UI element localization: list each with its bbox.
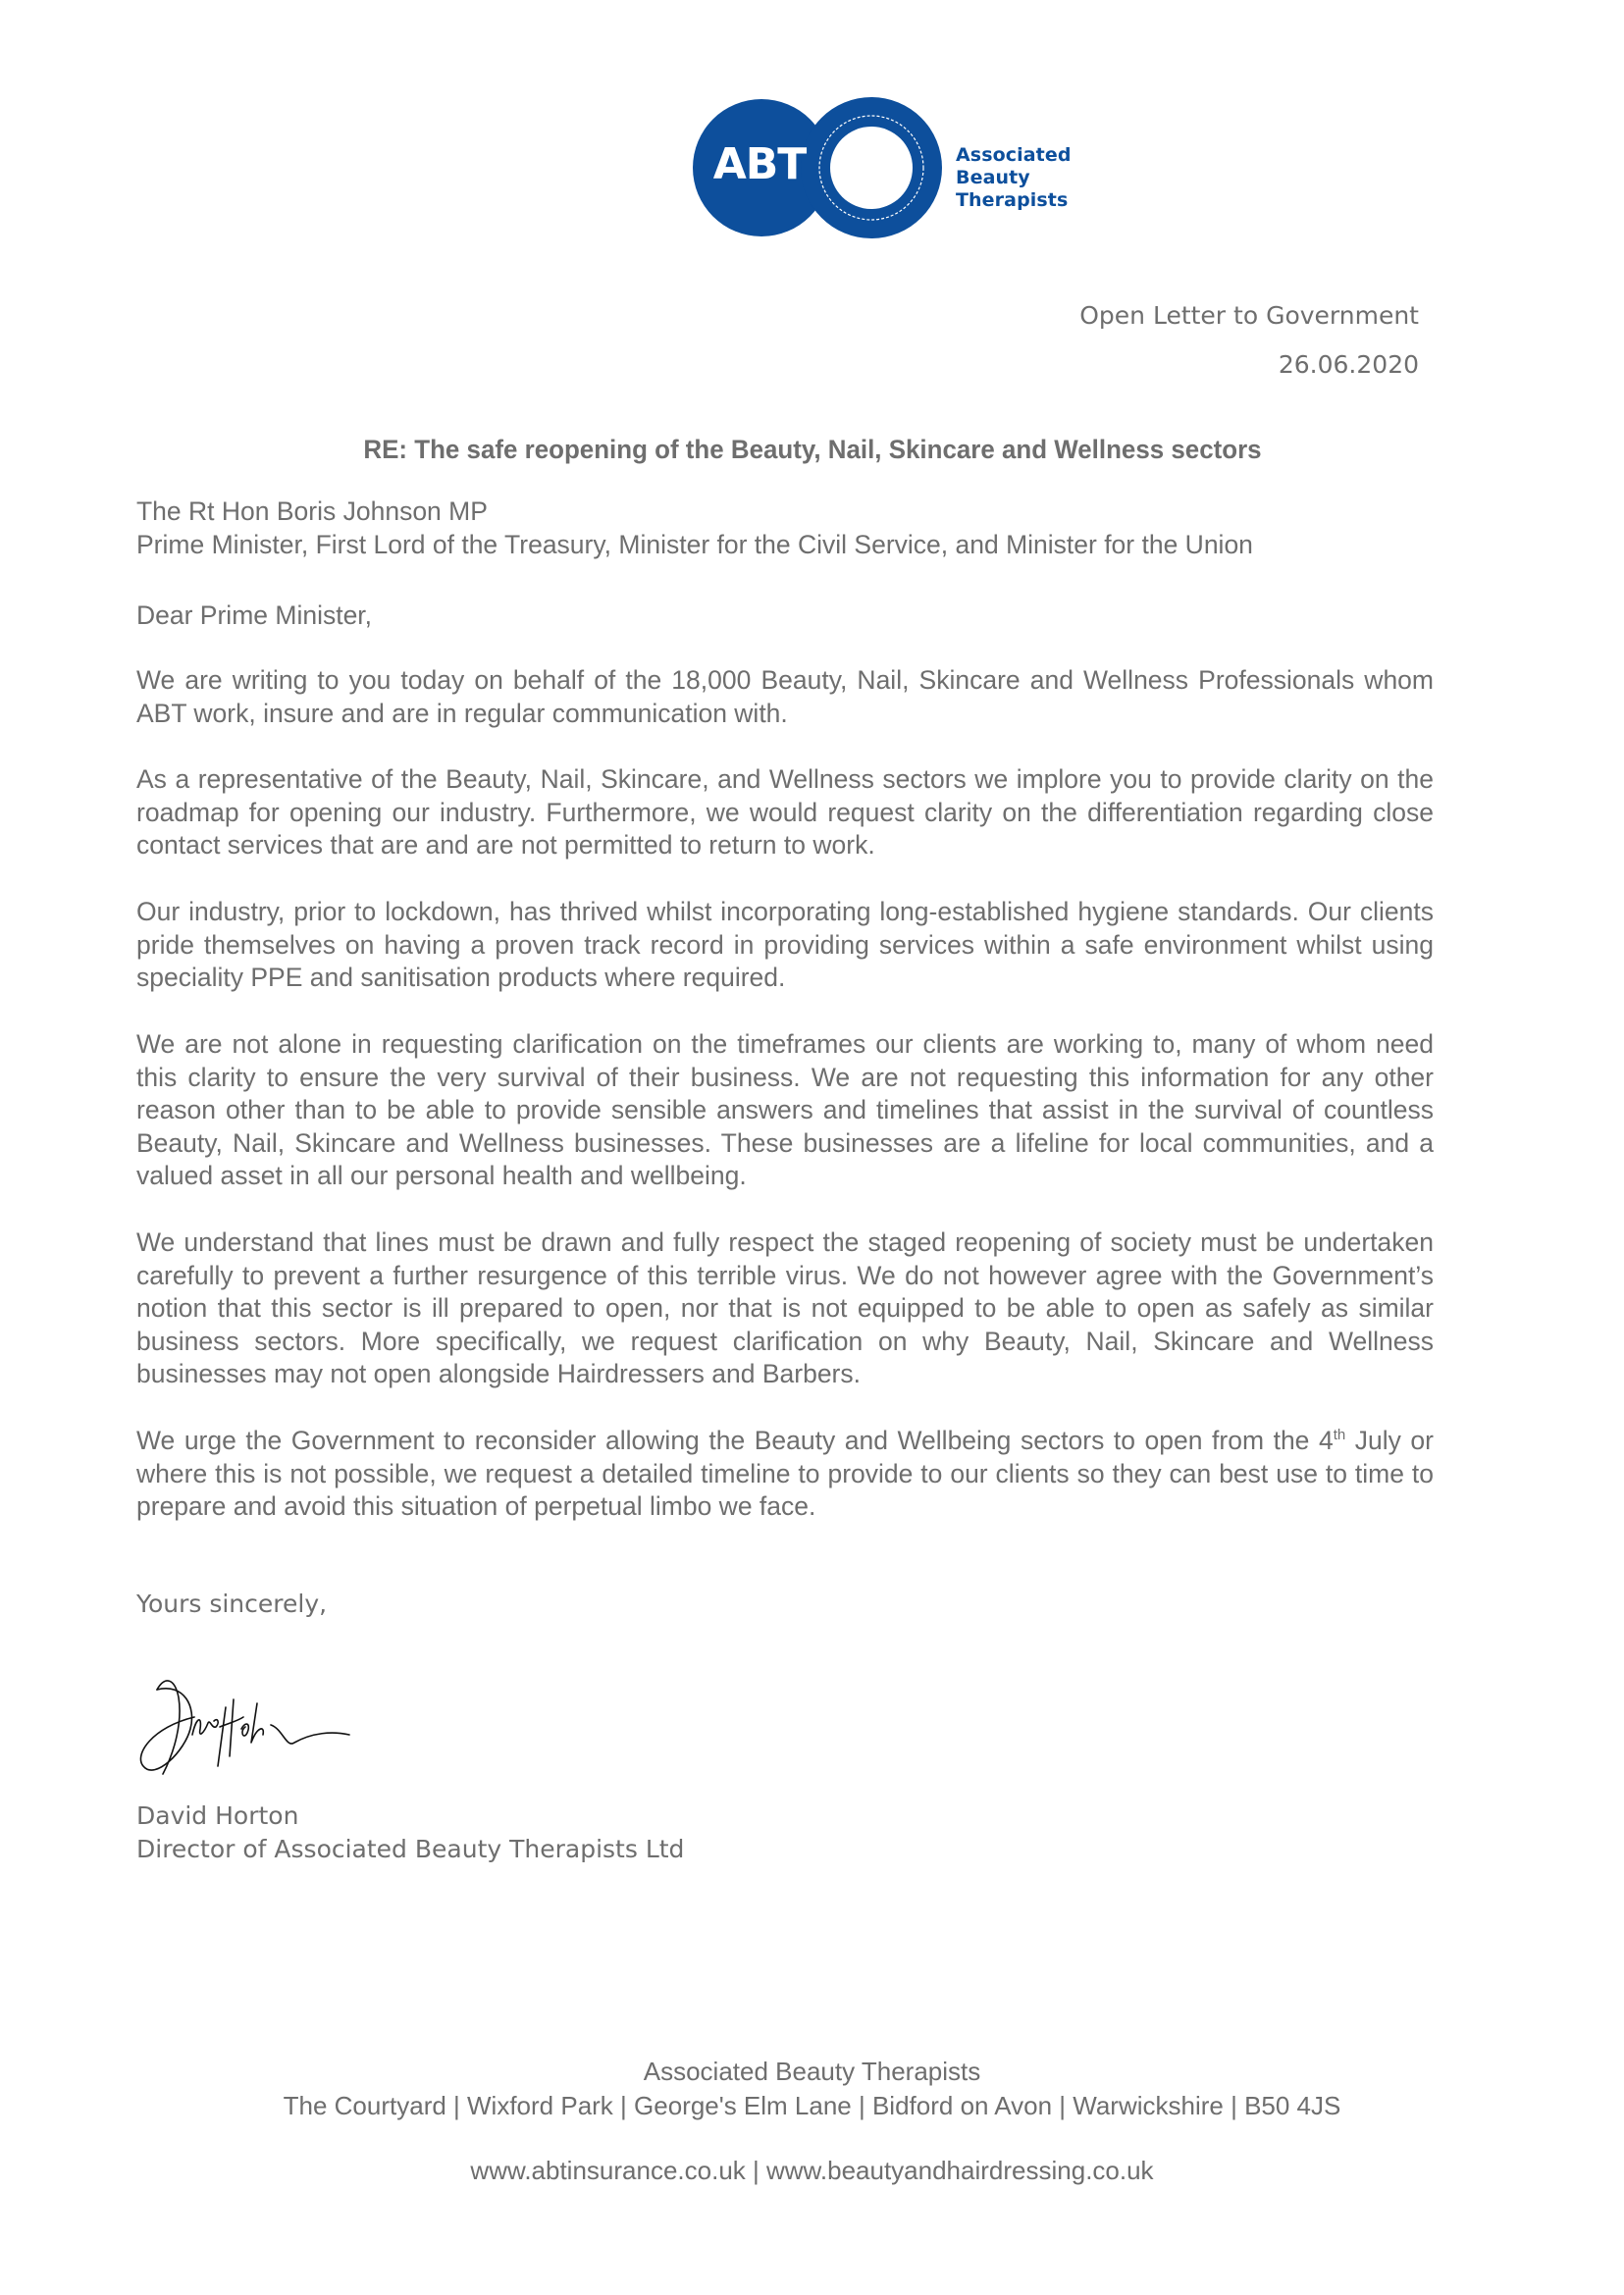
recipient-block (136, 496, 1434, 561)
logo-mark: ABT (712, 139, 807, 189)
salutation: Dear Prime Minister, (136, 600, 373, 630)
signature-icon (135, 1668, 391, 1786)
logo-wordmark (956, 144, 1144, 212)
website-link-abtinsurance[interactable]: www.abtinsurance.co.uk (470, 2156, 746, 2185)
body-paragraph (136, 664, 1434, 730)
handwritten-signature (135, 1668, 391, 1786)
link-separator: | (745, 2156, 766, 2185)
website-link-beautyandhairdressing[interactable]: www.beautyandhairdressing.co.uk (766, 2156, 1154, 2185)
paragraph-text: As a representative of the Beauty, Nail, Skincare, and Wellness sectors we implore you to provide clarity on the roadmap for opening our industry. Furthermore, we would request clarity on the differentiation regarding close contact services that are and are not permitted to return to work. (136, 764, 1434, 860)
paragraph-text: Our industry, prior to lockdown, has thrived whilst incorporating long-established hygiene standards. Our clients pride themselves on having a proven track record in providing services within a safe environment whilst using speciality PPE and sanitisation products where required. (136, 897, 1434, 992)
paragraph-text: We are writing to you today on behalf of the 18,000 Beauty, Nail, Skincare and Wellness Professionals whom ABT work, insure and are in regular communication with. (136, 665, 1434, 728)
recipient-titles: Prime Minister, First Lord of the Treasury, Minister for the Civil Service, and Minister for the Union (136, 529, 1253, 559)
abt-logo (693, 95, 1144, 242)
body-paragraph (136, 1226, 1434, 1391)
signer-title: Director of Associated Beauty Therapists Ltd (136, 1835, 685, 1863)
footer-org-name: Associated Beauty Therapists (643, 2057, 981, 2086)
subject-line: RE: The safe reopening of the Beauty, Nail, Skincare and Wellness sectors (363, 435, 1262, 464)
text-before-superscript: We urge the Government to reconsider allowing the Beauty and Wellbeing sectors to open from the 4 (136, 1426, 1334, 1455)
document-type: Open Letter to Government (1079, 301, 1419, 330)
letter-date: 26.06.2020 (1278, 350, 1419, 379)
body-paragraph (136, 763, 1434, 862)
text-after-superscript: July or where this is not possible, we request a detailed timeline to provide to our clients so they can best use to time to prepare and avoid this situation of perpetual limbo we face. (136, 1426, 1434, 1521)
paragraph-text: We are not alone in requesting clarification on the timeframes our clients are working to, many of whom need this clarity to ensure the very survival of their business. We are not requesting this information for any other reason other than to be able to provide sensible answers and timelines that assist in the survival of countless Beauty, Nail, Skincare and Wellness businesses. These businesses are a lifeline for local communities, and a valued asset in all our personal health and wellbeing. (136, 1029, 1434, 1190)
logo-name-line2: Beauty Therapists (956, 167, 1069, 211)
recipient-name: The Rt Hon Boris Johnson MP (136, 496, 488, 526)
paragraph-text (136, 1425, 1434, 1524)
signer-block (136, 1799, 684, 1866)
body-paragraph-final (136, 1425, 1434, 1524)
logo-name-line1: Associated (956, 144, 1072, 166)
signer-name: David Horton (136, 1801, 299, 1830)
ordinal-superscript: th (1333, 1427, 1346, 1444)
paragraph-text: We understand that lines must be drawn and fully respect the staged reopening of society must be undertaken carefully to prevent a further resurgence of this terrible virus. We do not however agree with the Government’s notion that this sector is ill prepared to open, nor that is not equipped to be able to open as safely as similar business sectors. More specifically, we request clarification on why Beauty, Nail, Skincare and Wellness businesses may not open alongside Hairdressers and Barbers. (136, 1227, 1434, 1388)
body-paragraph (136, 896, 1434, 995)
footer-address: The Courtyard | Wixford Park | George's Elm Lane | Bidford on Avon | Warwickshire | B50 4JS (283, 2091, 1341, 2120)
closing: Yours sincerely, (136, 1590, 328, 1618)
footer-websites (0, 2155, 1624, 2186)
body-paragraph (136, 1028, 1434, 1193)
